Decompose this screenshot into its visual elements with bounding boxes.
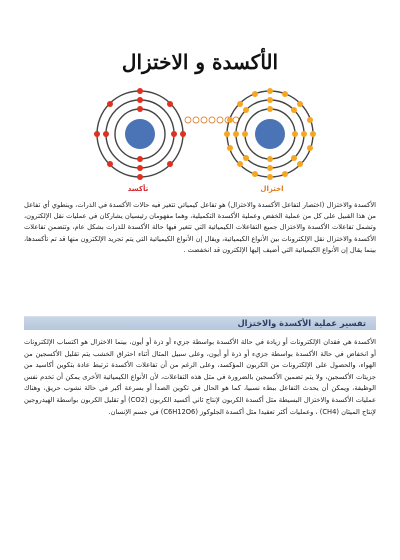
atom-right	[224, 88, 316, 180]
label-oxidation: تأكسد	[127, 185, 149, 193]
nucleus-left	[125, 119, 155, 149]
intro-paragraph: الأكسدة والاختزال (اختصار لتفاعل الأكسدة والاختزال) هو تفاعل كيميائي تتغير فيه حالات الأكسدة في الذرات، وينطوي أي تفاعل من هذا القبيل على كل من عملية الخفض وعملية الأكسدة التكميلية، وهما مفهومان رئيسيان يشاركان في عمليات نقل الإلكترون، وتشمل تفاعلات الأكسدة والاختزال جميع التفاعلات الكيميائية التي تتغير فيها حالة الأكسدة للذرات بشكل عام، وتتضمن تفاعلات الأكسدة والاختزال نقل الإلكترونات بين الأنواع الكيميائية، ويقال إن الأنواع الكيميائية التي يتم تجريد الإلكترون منها قد تم تأكسدها، بينما يقال إن الأنواع الكيميائية التي أضيف إليها الإلكترون قد انخفضت .	[24, 201, 376, 254]
section-paragraph: الأكسدة هي فقدان الإلكترونات أو زيادة في حالة الأكسدة بواسطة جزيء أو ذرة أو أيون، بينما الاختزال هو اكتساب الإلكترونات أو انخفاض في حالة الأكسدة بواسطة جزيء أو ذرة أو أيون، وعلى سبيل المثال أثناء احتراق الخشب يتم تقليل الأكسجين من الهواء، والحصول على الإلكترونات من الكربون المؤكسد، وعلى الرغم من أن تفاعلات الأكسدة ترتبط عادة بتكوين أكاسيد من جزيئات الأكسجين، ولا يتم تضمين الأكسجين بالضرورة في مثل هذه التفاعلات، لأن الأنواع الكيميائية الأخرى يمكن أن تخدم نفس الوظيفة، ويمكن أن يحدث التفاعل ببطء نسبيا، كما هو الحال في تكوين الصدأ أو بسرعة أكبر في حالة نشوب حريق، وهناك عمليات الأكسدة والاختزال البسيطة مثل أكسدة الكربون لإنتاج ثاني أكسيد الكربون (CO2) أو تقليل الكربون بواسطة الهيدروجين لإنتاج الميثان (CH4) ، وعمليات أكثر تعقيدا مثل أكسدة الجلوكوز (C6H12O6) في جسم الإنسان.	[24, 338, 376, 416]
nucleus-right	[255, 119, 285, 149]
label-reduction: اختزال	[260, 185, 284, 193]
atom-left	[94, 88, 186, 180]
section-heading: تفسير عملية الأكسدة والاختزال	[237, 318, 366, 328]
redox-atom-diagram	[90, 84, 320, 194]
page-title: الأكسدة و الاختزال	[121, 50, 279, 74]
section-heading-bar	[24, 316, 376, 330]
